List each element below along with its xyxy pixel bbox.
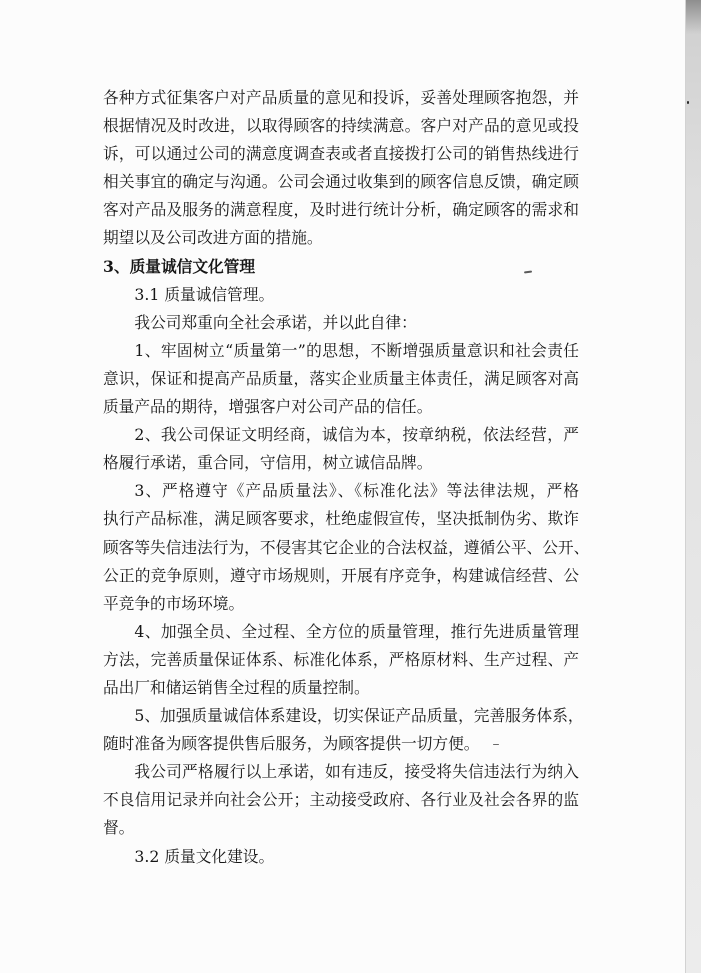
text-line: 3、严格遵守《产品质量法》、《标准化法》等法律法规，严格 <box>134 481 579 501</box>
text-line: 公正的竞争原则，遵守市场规则，开展有序竞争，构建诚信经营、公 <box>103 565 579 585</box>
paragraph-customer-feedback <box>103 84 579 253</box>
commitment-item-2 <box>103 421 579 477</box>
section-heading: 3、质量诚信文化管理 <box>103 256 256 276</box>
scan-speck <box>687 101 689 104</box>
document-body <box>103 84 590 871</box>
text-line: 我公司严格履行以上承诺，如有违反，接受将失信违法行为纳入 <box>134 762 579 782</box>
commitment-item-4 <box>103 618 579 702</box>
text-line: 平竞争的市场环境。 <box>103 593 245 613</box>
text-line: 4、加强全员、全过程、全方位的质量管理，推行先进质量管理 <box>134 621 579 641</box>
text-line: 1、牢固树立“质量第一”的思想，不断增强质量意识和社会责任 <box>134 340 579 360</box>
subsection-heading-3-2: 3.2 质量文化建设。 <box>134 846 275 866</box>
text-line: 诉，可以通过公司的满意度调查表或者直接拨打公司的销售热线进行 <box>103 144 579 164</box>
text-line: 随时准备为顾客提供售后服务，为顾客提供一切方便。 <box>103 734 480 754</box>
text-line: 不良信用记录并向社会公开；主动接受政府、各行业及社会各界的监 <box>103 790 579 810</box>
text-line: 期望以及公司改进方面的措施。 <box>103 228 323 248</box>
text-line: 客对产品及服务的满意程度，及时进行统计分析，确定顾客的需求和 <box>103 200 579 220</box>
text-line: 5、加强质量诚信体系建设，切实保证产品质量，完善服务体系， <box>134 706 584 726</box>
text-line: 顾客等失信违法行为，不侵害其它企业的合法权益，遵循公平、公开、 <box>103 537 590 557</box>
commitment-intro: 我公司郑重向全社会承诺，并以此自律： <box>134 312 417 332</box>
text-line: 质量产品的期待，增强客户对公司产品的信任。 <box>103 397 433 417</box>
text-line: 根据情况及时改进，以取得顾客的持续满意。客户对产品的意见或投 <box>103 116 579 136</box>
text-line: 意识，保证和提高产品质量，落实企业质量主体责任，满足顾客对高 <box>103 368 579 388</box>
scan-edge-shadow <box>685 0 701 973</box>
text-line: 格履行承诺，重合同，守信用，树立诚信品牌。 <box>103 453 433 473</box>
text-line: 2、我公司保证文明经商，诚信为本，按章纳税，依法经营，严 <box>134 425 579 445</box>
scan-corner-shadow <box>686 0 701 34</box>
commitment-item-1 <box>103 337 579 421</box>
text-line: 各种方式征集客户对产品质量的意见和投诉，妥善处理顾客抱怨，并 <box>103 88 579 107</box>
text-line: 相关事宜的确定与沟通。公司会通过收集到的顾客信息反馈，确定顾 <box>103 172 579 192</box>
commitment-item-3 <box>103 477 590 617</box>
text-line: 方法，完善质量保证体系、标准化体系，严格原材料、生产过程、产 <box>103 649 579 669</box>
subsection-heading-3-1: 3.1 质量诚信管理。 <box>134 284 275 304</box>
text-line: 执行产品标准，满足顾客要求，杜绝虚假宣传，坚决抵制伪劣、欺诈 <box>103 509 579 529</box>
closing-statement <box>103 758 579 842</box>
commitment-item-5 <box>103 702 584 758</box>
text-line: 督。 <box>103 818 135 838</box>
text-line: 品出厂和储运销售全过程的质量控制。 <box>103 677 370 697</box>
